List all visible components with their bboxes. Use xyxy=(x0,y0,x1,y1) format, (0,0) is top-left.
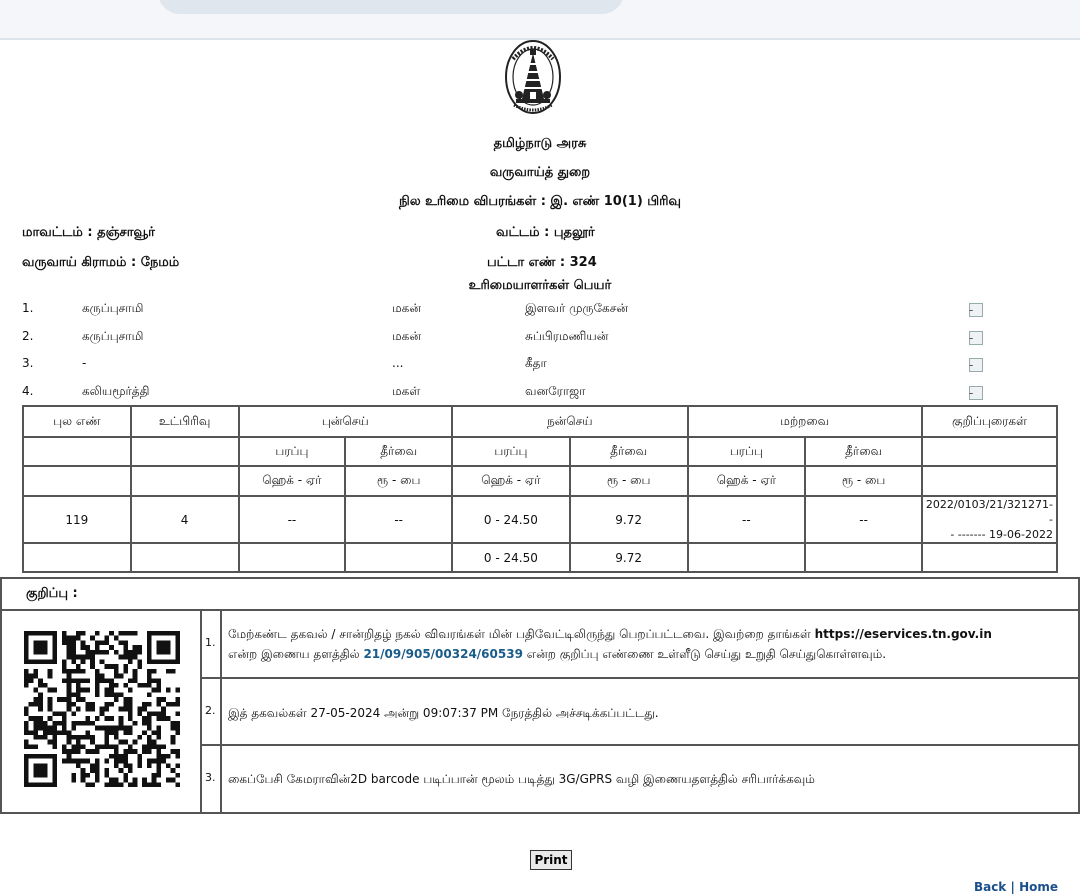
remarks-line: 2022/0103/21/321271-- xyxy=(925,498,1053,526)
table-row xyxy=(23,496,1057,543)
notes-header xyxy=(2,579,1078,611)
owner-number: 1. xyxy=(22,301,34,315)
table-cell xyxy=(131,437,239,466)
government-title: தமிழ்நாடு அரசு xyxy=(493,136,587,151)
owner-relation: மகள் xyxy=(392,384,421,398)
owner-number: 4. xyxy=(22,384,34,398)
table-cell xyxy=(23,466,131,496)
district-label: மாவட்டம் : தஞ்சாவூர் xyxy=(22,225,155,240)
department-title: வருவாய்த் துறை xyxy=(489,165,591,180)
browser-top-bar xyxy=(0,0,1080,40)
back-link[interactable]: Back xyxy=(973,880,1007,894)
header-survey-number: புல எண் xyxy=(23,406,131,437)
unit-tax: ரூ - பை xyxy=(805,466,922,496)
survey-number-cell xyxy=(23,543,131,572)
subheader-area: பரப்பு xyxy=(452,437,570,466)
tamil-nadu-emblem xyxy=(504,39,562,123)
qr-code-cell xyxy=(2,611,202,812)
owner-row: 1. கருப்புசாமி மகன் இளவர் முருகேசன் - xyxy=(0,299,1080,321)
subheader-tax: தீர்வை xyxy=(570,437,688,466)
note-item xyxy=(202,679,1078,746)
owner-row: 4. கலியமூர்த்தி மகள் வனரோஜா - xyxy=(0,382,1080,404)
print-button[interactable]: Print xyxy=(530,850,572,870)
eservices-url[interactable]: https://eservices.tn.gov.in xyxy=(814,627,992,641)
subheader-tax: தீர்வை xyxy=(345,437,452,466)
table-cell xyxy=(131,466,239,496)
note-text: இத் தகவல்கள் 27-05-2024 அன்று 09:07:37 PM நேரத்தில் அச்சடிக்கப்பட்டது. xyxy=(228,706,659,720)
notes-heading: குறிப்பு : xyxy=(26,586,78,601)
note-item xyxy=(202,611,1078,679)
owner-row: 2. கருப்புசாமி மகன் சுப்பிரமணியன் - xyxy=(0,327,1080,349)
punsei-tax-cell: -- xyxy=(345,496,452,543)
punsei-tax-cell xyxy=(345,543,452,572)
others-area-cell xyxy=(688,543,806,572)
unit-tax: ரூ - பை xyxy=(345,466,452,496)
remarks-cell xyxy=(922,543,1057,572)
owner-relative-name: சுப்பிரமணியன் xyxy=(525,329,609,343)
note-number: 2. xyxy=(202,679,222,744)
owner-name: - xyxy=(82,356,87,370)
footer-links xyxy=(974,880,1058,894)
header-subdivision: உட்பிரிவு xyxy=(131,406,239,437)
owner-relation: மகன் xyxy=(392,329,421,343)
address-bar[interactable] xyxy=(158,0,624,14)
table-total-row xyxy=(23,543,1057,572)
home-link[interactable]: Home xyxy=(1019,880,1058,894)
header-punsei: புன்செய் xyxy=(239,406,453,437)
document-title: நில உரிமை விபரங்கள் : இ. எண் 10(1) பிரிவு xyxy=(399,194,681,209)
owner-number: 3. xyxy=(22,356,34,370)
note-number: 1. xyxy=(202,611,222,677)
qr-code xyxy=(24,631,180,787)
nansei-area-cell: 0 - 24.50 xyxy=(452,496,570,543)
header-remarks: குறிப்புரைகள் xyxy=(922,406,1057,437)
unit-area: ஹெக் - ஏர் xyxy=(688,466,806,496)
table-cell xyxy=(23,437,131,466)
owners-heading: உரிமையாளர்கள் பெயர் xyxy=(468,278,612,293)
subheader-tax: தீர்வை xyxy=(805,437,922,466)
patta-number: பட்டா எண் : 324 xyxy=(487,255,597,270)
taluk-label: வட்டம் : புதலூர் xyxy=(496,225,595,240)
owner-name: கருப்புசாமி xyxy=(82,329,144,343)
table-cell xyxy=(922,466,1057,496)
header-others: மற்றவை xyxy=(688,406,922,437)
nansei-tax-cell: 9.72 xyxy=(570,496,688,543)
unit-area: ஹெக் - ஏர் xyxy=(452,466,570,496)
others-tax-cell xyxy=(805,543,922,572)
notes-section xyxy=(0,577,1080,814)
survey-number-cell: 119 xyxy=(23,496,131,543)
owner-relation: ... xyxy=(392,356,404,370)
reference-number: 21/09/905/00324/60539 xyxy=(363,647,523,661)
note-item xyxy=(202,746,1078,812)
table-cell xyxy=(922,437,1057,466)
owner-number: 2. xyxy=(22,329,34,343)
unit-tax: ரூ - பை xyxy=(570,466,688,496)
owner-relative-name: வனரோஜா xyxy=(525,384,586,398)
village-label: வருவாய் கிராமம் : நேமம் xyxy=(22,255,180,270)
owner-name: கருப்புசாமி xyxy=(82,301,144,315)
owner-name: கலியமூர்த்தி xyxy=(82,384,150,398)
subheader-area: பரப்பு xyxy=(688,437,806,466)
remarks-line: - ------- 19-06-2022 xyxy=(950,528,1053,541)
owner-relative-name: கீதா xyxy=(525,356,547,370)
punsei-area-cell xyxy=(239,543,346,572)
subheader-area: பரப்பு xyxy=(239,437,346,466)
remarks-cell xyxy=(922,496,1057,543)
link-separator: | xyxy=(1010,880,1015,894)
owner-relative-name: இளவர் முருகேசன் xyxy=(525,301,628,315)
note-number: 3. xyxy=(202,746,222,812)
unit-area: ஹெக் - ஏர் xyxy=(239,466,346,496)
nansei-area-total: 0 - 24.50 xyxy=(452,543,570,572)
note-text: மேற்கண்ட தகவல் / சான்றிதழ் நகல் விவரங்கள் மின் பதிவேட்டிலிருந்து பெறப்பட்டவை. இவற்றை தாங்கள் https://eservices.tn.gov.in என்ற இணைய தளத்தில் 21/09/905/00324/60539 என்ற குறிப்பு எண்ணை உள்ளீடு செய்து உறுதி செய்துகொள்ளவும். xyxy=(228,627,992,661)
nansei-tax-total: 9.72 xyxy=(570,543,688,572)
subdivision-cell: 4 xyxy=(131,496,239,543)
note-text: கைப்பேசி கேமராவின்2D barcode படிப்பான் மூலம் படித்து 3G/GPRS வழி இணையதளத்தில் சரிபார்க்கவும் xyxy=(228,772,815,786)
subdivision-cell xyxy=(131,543,239,572)
header-nansei: நன்செய் xyxy=(452,406,687,437)
land-details-table xyxy=(22,405,1058,573)
punsei-area-cell: -- xyxy=(239,496,346,543)
owner-row: 3. - ... கீதா - xyxy=(0,354,1080,376)
others-area-cell: -- xyxy=(688,496,806,543)
owner-relation: மகன் xyxy=(392,301,421,315)
others-tax-cell: -- xyxy=(805,496,922,543)
